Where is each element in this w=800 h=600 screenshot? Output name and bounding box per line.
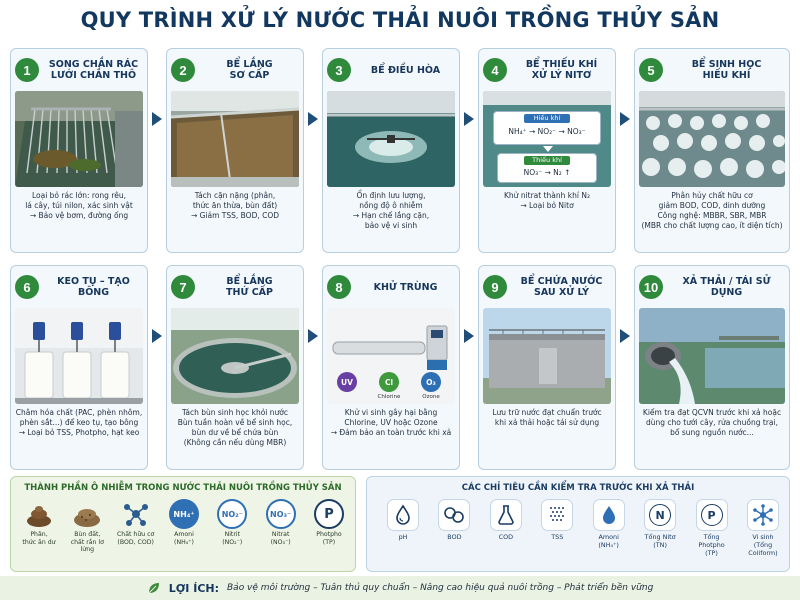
step-card-9	[478, 265, 616, 470]
step-description: Khử vi sinh gây hại bằng Chlorine, UV hoặc Ozone → Đảm bảo an toàn trước khi xả	[330, 408, 452, 437]
step-title: SONG CHẮN RÁC LƯỚI CHẮN THÔ	[48, 59, 139, 81]
aerobic-equation: NH₄⁺ → NO₂⁻ → NO₃⁻	[508, 127, 586, 136]
equalization-tank-photo	[327, 91, 455, 187]
step-number: 10	[639, 275, 663, 299]
pollutant-item	[259, 499, 303, 554]
pollutant-label: Amoni (NH₄⁺)	[174, 531, 194, 546]
uv-icon: UV	[337, 372, 357, 392]
page-title: QUY TRÌNH XỬ LÝ NƯỚC THẢI NUÔI TRỒNG THỦY SẢN	[80, 8, 720, 32]
step-description: Châm hóa chất (PAC, phèn nhôm, phèn sắt...) để keo tụ, tạo bông → Loại bỏ TSS, Photpho, hạt keo	[15, 408, 143, 437]
cod-flask-icon	[494, 503, 518, 527]
drop-ph-icon	[391, 503, 415, 527]
flow-arrow	[308, 112, 318, 126]
flow-arrow	[620, 329, 630, 343]
step-description: Tách bùn sinh học khỏi nước Bùn tuần hoàn về bể sinh học, bùn dư về bể chứa bùn (Không cần nếu dùng MBR)	[177, 408, 293, 447]
step-description: Ổn định lưu lượng, nồng độ ô nhiễm → Hạn chế lắng cặn, bảo vệ vi sinh	[352, 191, 430, 230]
pollutant-item	[65, 499, 109, 554]
step-number: 3	[327, 58, 351, 82]
process-row-2	[10, 265, 790, 470]
step-card-2	[166, 48, 304, 253]
step-card-4	[478, 48, 616, 253]
indicator-label: TSS	[551, 533, 564, 541]
aerobic-label: Hiếu khí	[524, 114, 570, 123]
amoni-drop-icon	[597, 503, 621, 527]
step-title: BỂ SINH HỌC HIẾU KHÍ	[691, 59, 762, 81]
step-number: 7	[171, 275, 195, 299]
pollutant-item	[162, 499, 206, 554]
step-card-5	[634, 48, 790, 253]
flow-arrow	[620, 112, 630, 126]
chlorine-label: Chlorine	[377, 394, 401, 400]
step-number: 9	[483, 275, 507, 299]
pollutant-label: Nitrit (NO₂⁻)	[222, 531, 243, 546]
ammonium-icon: NH₄⁺	[169, 499, 199, 529]
down-arrow-icon	[543, 146, 553, 152]
sediment-pile-icon	[72, 499, 102, 529]
indicator-label: Vi sinh (Tổng Coliform)	[748, 533, 778, 557]
pollutant-label: Nitrat (NO₃⁻)	[270, 531, 291, 546]
anoxic-equation: NO₃⁻ → N₂ ↑	[523, 168, 571, 177]
feces-pile-icon	[24, 499, 54, 529]
aerobic-tank-photo	[639, 91, 785, 187]
anoxic-tank-diagram	[483, 91, 611, 187]
chemical-dosing-photo	[15, 308, 143, 404]
indicator-item	[589, 499, 629, 557]
indicator-label: COD	[498, 533, 514, 541]
tss-filter-icon	[545, 503, 569, 527]
step-title: XẢ THẢI / TÁI SỬ DỤNG	[682, 276, 771, 298]
benefit-text: Bảo vệ môi trường – Tuân thủ quy chuẩn – Nâng cao hiệu quả nuôi trồng – Phát triển bền vững	[227, 583, 654, 593]
step-description: Phân hủy chất hữu cơ giảm BOD, COD, dinh dưỡng Công nghệ: MBBR, SBR, MBR (MBR cho chất lượng cao, ít diện tích)	[641, 191, 783, 230]
pollutant-item	[114, 499, 158, 554]
indicator-item	[486, 499, 526, 557]
flow-arrow	[152, 112, 162, 126]
step-title: KHỬ TRÙNG	[373, 281, 438, 293]
uv-disinfection-photo	[327, 308, 455, 404]
indicators-panel	[366, 476, 790, 572]
step-number: 2	[171, 58, 195, 82]
step-description: Lưu trữ nước đạt chuẩn trước khi xả thải hoặc tái sử dụng	[492, 408, 602, 427]
step-number: 6	[15, 275, 39, 299]
nitrate-icon: NO₃⁻	[266, 499, 296, 529]
pollutant-item	[210, 499, 254, 554]
step-title: BỂ ĐIỀU HÒA	[370, 64, 441, 76]
step-card-8	[322, 265, 460, 470]
chlorine-icon: Cl	[379, 372, 399, 392]
bod-circles-icon	[442, 503, 466, 527]
step-description: Loại bỏ rác lớn: rong rêu, lá cây, túi nilon, xác sinh vật → Bảo vệ bơm, đường ống	[25, 191, 133, 220]
pollutants-title: THÀNH PHẦN Ô NHIỄM TRONG NƯỚC THẢI NUÔI TRỒNG THỦY SẢN	[24, 483, 342, 493]
step-card-6	[10, 265, 148, 470]
indicator-label: pH	[398, 533, 408, 541]
indicator-item	[692, 499, 732, 557]
step-title: KEO TỤ – TẠO BÔNG	[57, 276, 130, 298]
benefit-bar	[0, 576, 800, 600]
step-card-7	[166, 265, 304, 470]
indicator-item	[743, 499, 783, 557]
indicator-item	[640, 499, 680, 557]
indicator-label: Tổng Nitơ (TN)	[644, 533, 676, 549]
pollutant-label: Chất hữu cơ (BOD, COD)	[116, 531, 155, 546]
benefit-label: LỢI ÍCH:	[168, 581, 219, 595]
discharge-reuse-photo	[639, 308, 785, 404]
secondary-clarifier-photo	[171, 308, 299, 404]
step-number: 8	[327, 275, 351, 299]
ozone-label: Ozone	[422, 394, 440, 400]
step-card-1	[10, 48, 148, 253]
pollutant-label: Photpho (TP)	[316, 531, 342, 546]
leaf-icon	[147, 581, 161, 595]
nitrite-icon: NO₂⁻	[217, 499, 247, 529]
step-description: Kiểm tra đạt QCVN trước khi xả hoặc dùng cho tưới cây, rửa chuồng trại, bổ sung nguồn nước...	[642, 408, 782, 437]
indicator-item	[537, 499, 577, 557]
indicator-label: Amoni (NH₄⁺)	[598, 533, 619, 549]
step-card-3	[322, 48, 460, 253]
step-title: BỂ LẮNG SƠ CẤP	[226, 59, 273, 81]
phosphorus-icon: P	[314, 499, 344, 529]
indicators-title: CÁC CHỈ TIÊU CẦN KIỂM TRA TRƯỚC KHI XẢ THẢI	[461, 483, 695, 493]
flow-arrow	[308, 329, 318, 343]
flow-arrow	[152, 329, 162, 343]
total-phosphorus-icon: P	[701, 504, 723, 526]
pollutant-item	[17, 499, 61, 554]
step-card-10	[634, 265, 790, 470]
indicator-label: Tổng Photpho (TP)	[698, 533, 725, 557]
ozone-icon: O₃	[421, 372, 441, 392]
step-number: 5	[639, 58, 663, 82]
step-number: 1	[15, 58, 39, 82]
bacteria-icon	[751, 503, 775, 527]
anoxic-label: Thiếu khí	[524, 156, 570, 165]
molecule-icon	[121, 499, 151, 529]
step-number: 4	[483, 58, 507, 82]
pollutants-panel	[10, 476, 356, 572]
step-description: Khử nitrat thành khí N₂ → Loại bỏ Nitơ	[504, 191, 590, 210]
step-title: BỂ LẮNG THỨ CẤP	[226, 276, 273, 298]
screen-grate-photo	[15, 91, 143, 187]
step-title: BỂ CHỨA NƯỚC SAU XỬ LÝ	[520, 276, 603, 298]
step-title: BỂ THIẾU KHÍ XỬ LÝ NITƠ	[525, 59, 598, 81]
indicator-item	[383, 499, 423, 557]
pollutant-item	[307, 499, 351, 554]
primary-settling-tank-photo	[171, 91, 299, 187]
process-row-1	[10, 48, 790, 253]
indicator-label: BOD	[447, 533, 462, 541]
treated-water-tank-photo	[483, 308, 611, 404]
step-description: Tách cặn nặng (phân, thức ăn thừa, bùn đất) → Giảm TSS, BOD, COD	[190, 191, 280, 220]
flow-arrow	[464, 329, 474, 343]
total-nitrogen-icon: N	[649, 504, 671, 526]
indicator-item	[434, 499, 474, 557]
pollutant-label: Phân, thức ăn dư	[22, 531, 56, 546]
flow-arrow	[464, 112, 474, 126]
pollutant-label: Bùn đất, chất rắn lơ lửng	[70, 531, 104, 553]
